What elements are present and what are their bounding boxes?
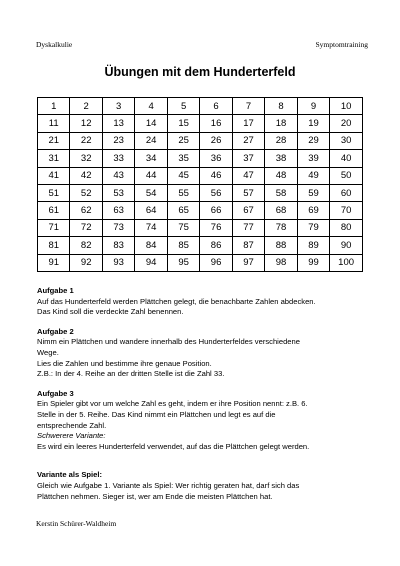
grid-cell: 8 bbox=[265, 98, 297, 115]
task-3-line: entsprechende Zahl. bbox=[37, 420, 107, 430]
game-variant-line: Gleich wie Aufgabe 1. Variante als Spiel: Wer richtig geraten hat, darf sich das bbox=[37, 480, 300, 490]
grid-row bbox=[38, 167, 363, 184]
grid-cell: 77 bbox=[232, 219, 264, 236]
grid-cell: 67 bbox=[232, 202, 264, 219]
grid-cell: 15 bbox=[167, 115, 199, 132]
grid-cell: 60 bbox=[330, 184, 363, 201]
grid-cell: 62 bbox=[70, 202, 102, 219]
grid-cell: 40 bbox=[330, 150, 363, 167]
author-footer: Kerstin Schürer-Waldheim bbox=[36, 519, 117, 528]
grid-cell: 45 bbox=[167, 167, 199, 184]
task-1-title: Aufgabe 1 bbox=[37, 286, 74, 295]
grid-cell: 2 bbox=[70, 98, 102, 115]
grid-cell: 23 bbox=[102, 132, 134, 149]
task-2-line: Z.B.: In der 4. Reihe an der dritten Stelle ist die Zahl 33. bbox=[37, 369, 225, 379]
grid-cell: 89 bbox=[297, 237, 329, 254]
grid-cell: 51 bbox=[38, 184, 70, 201]
grid-cell: 99 bbox=[297, 254, 329, 271]
game-variant bbox=[37, 470, 367, 502]
grid-cell: 72 bbox=[70, 219, 102, 236]
task-3-variant-text: Es wird ein leeres Hunderterfeld verwendet, auf das die Plättchen gelegt werden. bbox=[37, 441, 310, 451]
grid-cell: 14 bbox=[135, 115, 167, 132]
task-1 bbox=[37, 286, 367, 318]
grid-cell: 41 bbox=[38, 167, 70, 184]
grid-cell: 93 bbox=[102, 254, 134, 271]
grid-cell: 68 bbox=[265, 202, 297, 219]
grid-cell: 46 bbox=[200, 167, 232, 184]
grid-cell: 95 bbox=[167, 254, 199, 271]
hundred-grid bbox=[37, 97, 363, 272]
grid-cell: 11 bbox=[38, 115, 70, 132]
grid-cell: 34 bbox=[135, 150, 167, 167]
grid-cell: 10 bbox=[330, 98, 363, 115]
grid-row bbox=[38, 219, 363, 236]
grid-cell: 76 bbox=[200, 219, 232, 236]
grid-row bbox=[38, 150, 363, 167]
grid-cell: 26 bbox=[200, 132, 232, 149]
task-list bbox=[37, 286, 367, 511]
grid-cell: 1 bbox=[38, 98, 70, 115]
grid-cell: 31 bbox=[38, 150, 70, 167]
grid-cell: 25 bbox=[167, 132, 199, 149]
grid-cell: 63 bbox=[102, 202, 134, 219]
grid-cell: 64 bbox=[135, 202, 167, 219]
grid-cell: 17 bbox=[232, 115, 264, 132]
grid-row bbox=[38, 115, 363, 132]
grid-cell: 74 bbox=[135, 219, 167, 236]
grid-cell: 84 bbox=[135, 237, 167, 254]
grid-cell: 78 bbox=[265, 219, 297, 236]
task-3-variant-label: Schwerere Variante: bbox=[37, 431, 106, 441]
grid-cell: 58 bbox=[265, 184, 297, 201]
grid-cell: 39 bbox=[297, 150, 329, 167]
task-2-title: Aufgabe 2 bbox=[37, 326, 74, 336]
page-title: Übungen mit dem Hunderterfeld bbox=[104, 65, 296, 79]
grid-row bbox=[38, 202, 363, 219]
grid-cell: 65 bbox=[167, 202, 199, 219]
grid-cell: 86 bbox=[200, 237, 232, 254]
grid-cell: 9 bbox=[297, 98, 329, 115]
grid-row bbox=[38, 98, 363, 115]
grid-cell: 98 bbox=[265, 254, 297, 271]
grid-cell: 4 bbox=[135, 98, 167, 115]
grid-cell: 75 bbox=[167, 219, 199, 236]
grid-cell: 12 bbox=[70, 115, 102, 132]
grid-cell: 80 bbox=[330, 219, 363, 236]
grid-row bbox=[38, 237, 363, 254]
task-3-line: Stelle in der 5. Reihe. Das Kind nimmt ein Plättchen und legt es auf die bbox=[37, 409, 276, 419]
grid-cell: 87 bbox=[232, 237, 264, 254]
grid-cell: 91 bbox=[38, 254, 70, 271]
grid-cell: 7 bbox=[232, 98, 264, 115]
grid-cell: 29 bbox=[297, 132, 329, 149]
grid-cell: 21 bbox=[38, 132, 70, 149]
grid-cell: 50 bbox=[330, 167, 363, 184]
task-3-title: Aufgabe 3 bbox=[37, 388, 74, 398]
task-1-line: Auf das Hunderterfeld werden Plättchen gelegt, die benachbarte Zahlen abdecken. bbox=[37, 296, 316, 306]
grid-cell: 52 bbox=[70, 184, 102, 201]
grid-cell: 24 bbox=[135, 132, 167, 149]
task-3-line: Ein Spieler gibt vor um welche Zahl es geht, indem er ihre Position nennt: z.B. 6. bbox=[37, 399, 308, 409]
task-1-line: Das Kind soll die verdeckte Zahl benennen. bbox=[37, 307, 184, 317]
grid-cell: 81 bbox=[38, 237, 70, 254]
grid-cell: 59 bbox=[297, 184, 329, 201]
grid-cell: 90 bbox=[330, 237, 363, 254]
grid-cell: 53 bbox=[102, 184, 134, 201]
grid-cell: 100 bbox=[330, 254, 363, 271]
grid-cell: 55 bbox=[167, 184, 199, 201]
grid-cell: 36 bbox=[200, 150, 232, 167]
grid-cell: 3 bbox=[102, 98, 134, 115]
task-2 bbox=[37, 327, 367, 380]
grid-cell: 92 bbox=[70, 254, 102, 271]
grid-row bbox=[38, 254, 363, 271]
grid-cell: 27 bbox=[232, 132, 264, 149]
grid-cell: 47 bbox=[232, 167, 264, 184]
grid-cell: 35 bbox=[167, 150, 199, 167]
grid-cell: 16 bbox=[200, 115, 232, 132]
grid-cell: 48 bbox=[265, 167, 297, 184]
grid-cell: 38 bbox=[265, 150, 297, 167]
game-variant-title: Variante als Spiel: bbox=[37, 470, 102, 480]
grid-cell: 61 bbox=[38, 202, 70, 219]
grid-cell: 56 bbox=[200, 184, 232, 201]
grid-cell: 43 bbox=[102, 167, 134, 184]
grid-cell: 73 bbox=[102, 219, 134, 236]
header-topic: Symptomtraining bbox=[315, 40, 368, 49]
grid-cell: 30 bbox=[330, 132, 363, 149]
grid-cell: 66 bbox=[200, 202, 232, 219]
grid-cell: 22 bbox=[70, 132, 102, 149]
grid-cell: 96 bbox=[200, 254, 232, 271]
grid-cell: 37 bbox=[232, 150, 264, 167]
grid-cell: 69 bbox=[297, 202, 329, 219]
grid-cell: 94 bbox=[135, 254, 167, 271]
grid-cell: 88 bbox=[265, 237, 297, 254]
header-subject: Dyskalkulie bbox=[36, 40, 73, 49]
grid-cell: 5 bbox=[167, 98, 199, 115]
grid-cell: 82 bbox=[70, 237, 102, 254]
grid-cell: 85 bbox=[167, 237, 199, 254]
grid-cell: 32 bbox=[70, 150, 102, 167]
grid-cell: 79 bbox=[297, 219, 329, 236]
task-3 bbox=[37, 389, 367, 453]
grid-cell: 18 bbox=[265, 115, 297, 132]
game-variant-line: Plättchen nehmen. Sieger ist, wer am Ende die meisten Plättchen hat. bbox=[37, 491, 273, 501]
grid-cell: 33 bbox=[102, 150, 134, 167]
task-2-line: Wege. bbox=[37, 347, 59, 357]
grid-cell: 13 bbox=[102, 115, 134, 132]
grid-cell: 70 bbox=[330, 202, 363, 219]
grid-cell: 44 bbox=[135, 167, 167, 184]
grid-cell: 42 bbox=[70, 167, 102, 184]
grid-cell: 19 bbox=[297, 115, 329, 132]
task-2-line: Lies die Zahlen und bestimme ihre genaue Position. bbox=[37, 358, 212, 368]
grid-cell: 57 bbox=[232, 184, 264, 201]
grid-cell: 20 bbox=[330, 115, 363, 132]
grid-cell: 83 bbox=[102, 237, 134, 254]
grid-cell: 28 bbox=[265, 132, 297, 149]
grid-cell: 71 bbox=[38, 219, 70, 236]
grid-cell: 49 bbox=[297, 167, 329, 184]
grid-cell: 97 bbox=[232, 254, 264, 271]
grid-cell: 6 bbox=[200, 98, 232, 115]
grid-cell: 54 bbox=[135, 184, 167, 201]
grid-row bbox=[38, 184, 363, 201]
task-2-line: Nimm ein Plättchen und wandere innerhalb des Hunderterfeldes verschiedene bbox=[37, 337, 300, 347]
grid-row bbox=[38, 132, 363, 149]
